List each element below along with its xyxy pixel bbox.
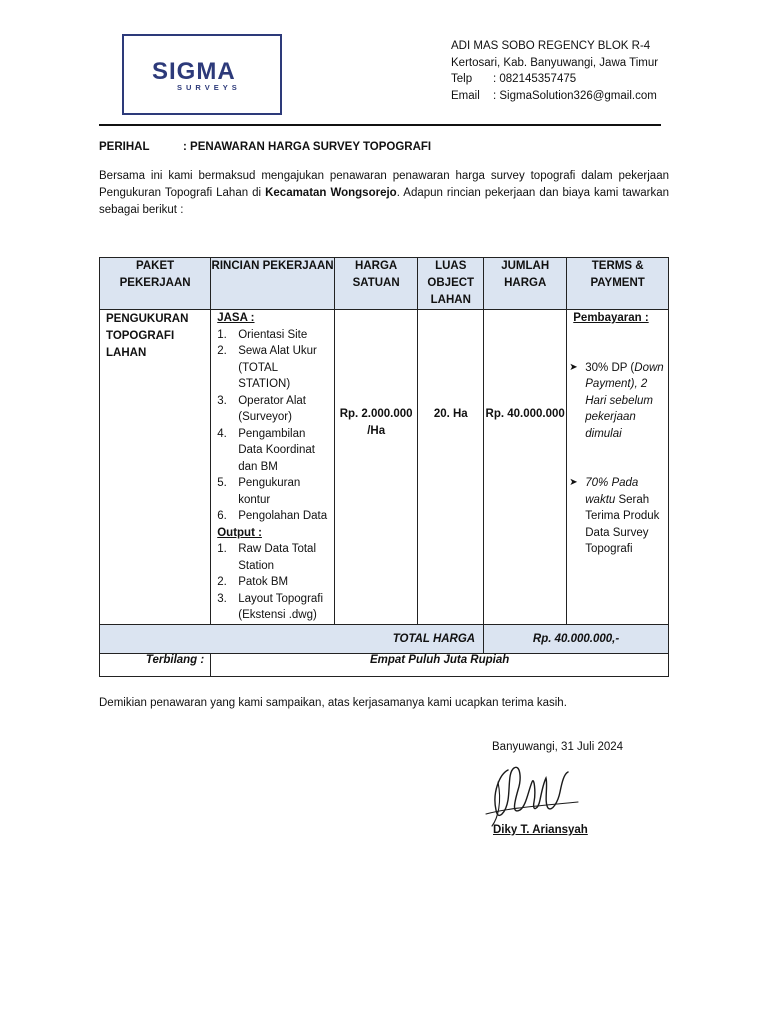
terbilang-value: Empat Puluh Juta Rupiah bbox=[211, 653, 669, 676]
address-line-2: Kertosari, Kab. Banyuwangi, Jawa Timur bbox=[451, 56, 659, 69]
payment-term-1: ➤ 30% DP (Down Payment), 2 Hari sebelum pekerjaan dimulai bbox=[569, 361, 664, 440]
logo-wordmark: SIGMA bbox=[152, 58, 236, 85]
terbilang-label: Terbilang : bbox=[100, 653, 211, 676]
payment-term-2: ➤ 70% Pada waktu Serah Terima Produk Data Survey Topografi bbox=[569, 477, 660, 555]
place-date: Banyuwangi, 31 Juli 2024 bbox=[492, 741, 624, 753]
intro-text-1: Bersama ini kami bermaksud mengajukan penawaran penawaran harga survey topografi dalam pekerjaan Pengukuran Topografi Lahan di bbox=[99, 170, 669, 199]
intro-text-2: . Adapun rincian pekerjaan dan biaya kami tawarkan sebagai berikut : bbox=[99, 187, 669, 216]
list-item: 3. Operator Alat (Surveyor) bbox=[217, 394, 306, 423]
jasa-heading: JASA : bbox=[217, 312, 255, 324]
header-harga: HARGA SATUAN bbox=[334, 258, 418, 310]
output-list bbox=[217, 541, 328, 624]
quotation-table bbox=[99, 257, 669, 677]
header-jumlah: JUMLAH HARGA bbox=[484, 258, 567, 310]
cell-paket bbox=[100, 310, 211, 625]
table-row bbox=[100, 310, 669, 625]
arrow-bullet-icon: ➤ bbox=[569, 477, 578, 488]
harga-satuan: Rp. 2.000.000 /Ha bbox=[339, 408, 413, 437]
cell-luas bbox=[418, 310, 484, 625]
company-address bbox=[451, 38, 658, 104]
email-row bbox=[451, 88, 658, 105]
telp-row bbox=[451, 71, 658, 88]
list-item: 1. Orientasi Site bbox=[217, 328, 308, 341]
list-item: 6. Pengolahan Data bbox=[217, 510, 328, 522]
subject-label: PERIHAL bbox=[99, 141, 150, 153]
list-item: 3. Layout Topografi (Ekstensi .dwg) bbox=[217, 592, 324, 621]
logo-tagline: SURVEYS bbox=[177, 83, 241, 92]
jasa-list bbox=[217, 327, 328, 525]
intro-location: Kecamatan Wongsorejo bbox=[265, 187, 397, 199]
table-header-row bbox=[100, 258, 669, 310]
header-terms: TERMS & PAYMENT bbox=[567, 258, 669, 310]
list-item: 2. Sewa Alat Ukur (TOTAL STATION) bbox=[217, 345, 317, 390]
intro-paragraph bbox=[99, 168, 669, 219]
list-item: 5. Pengukuran kontur bbox=[217, 477, 301, 506]
closing-text: Demikian penawaran yang kami sampaikan, atas kerjasamanya kami ucapkan terima kasih. bbox=[99, 697, 567, 709]
subject-value: : PENAWARAN HARGA SURVEY TOPOGRAFI bbox=[183, 141, 432, 153]
terbilang-row bbox=[100, 653, 669, 676]
total-value: Rp. 40.000.000,- bbox=[484, 624, 669, 653]
telp-value: : 082145357475 bbox=[493, 73, 577, 85]
total-label: TOTAL HARGA bbox=[100, 624, 484, 653]
email-label: Email bbox=[451, 89, 480, 102]
arrow-bullet-icon: ➤ bbox=[569, 361, 578, 373]
total-row bbox=[100, 624, 669, 653]
telp-label: Telp bbox=[451, 73, 473, 85]
header-rincian: RINCIAN PEKERJAAN bbox=[211, 258, 335, 310]
cell-terms bbox=[567, 310, 669, 625]
output-heading: Output : bbox=[217, 526, 262, 539]
company-logo bbox=[122, 34, 282, 115]
payment-heading: Pembayaran : bbox=[573, 312, 649, 324]
header-paket: PAKET PEKERJAAN bbox=[100, 258, 211, 310]
cell-rincian bbox=[211, 310, 335, 625]
email-value: : SigmaSolution326@gmail.com bbox=[493, 89, 657, 102]
list-item: 4. Pengambilan Data Koordinat dan BM bbox=[217, 427, 315, 473]
header-divider bbox=[99, 124, 661, 126]
header-luas: LUAS OBJECT LAHAN bbox=[418, 258, 484, 310]
address-line-1: ADI MAS SOBO REGENCY BLOK R-4 bbox=[451, 40, 651, 52]
cell-jumlah bbox=[484, 310, 567, 625]
paket-name: PENGUKURAN TOPOGRAFI LAHAN bbox=[106, 313, 189, 359]
signature-image bbox=[478, 752, 588, 832]
cell-harga bbox=[334, 310, 418, 625]
list-item: 1. Raw Data Total Station bbox=[217, 543, 317, 572]
jumlah-harga: Rp. 40.000.000 bbox=[485, 408, 565, 420]
subject-line bbox=[99, 141, 431, 153]
signer-name: Diky T. Ariansyah bbox=[493, 824, 588, 836]
luas-lahan: 20. Ha bbox=[433, 408, 468, 420]
list-item: 2. Patok BM bbox=[217, 576, 289, 588]
